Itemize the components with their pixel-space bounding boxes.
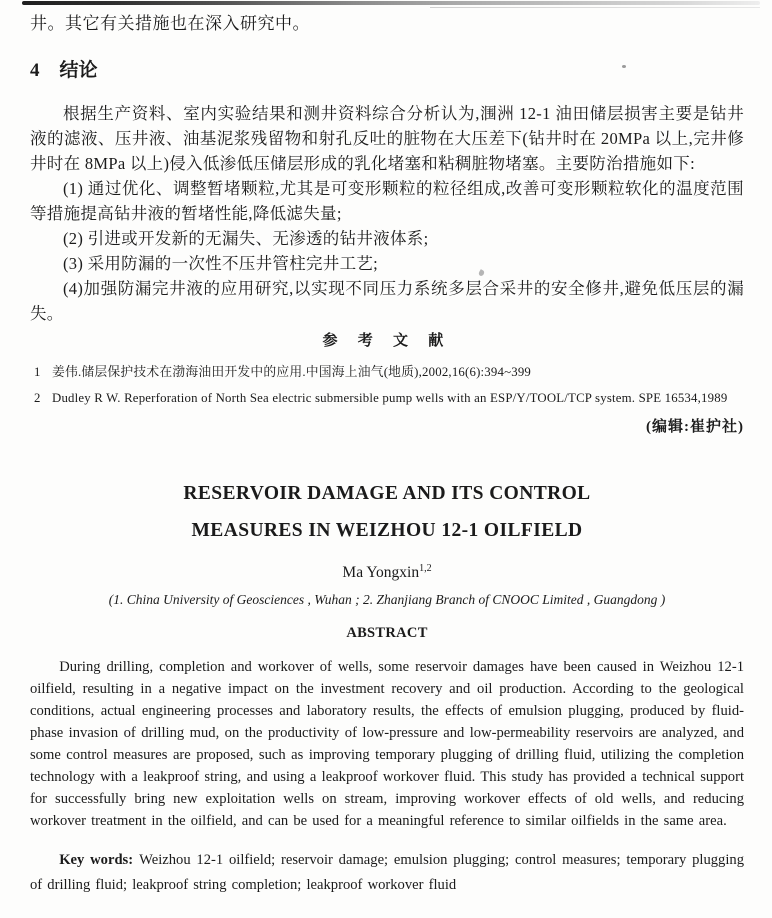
references-heading: 参 考 文 献 [322, 333, 452, 349]
reference-item [30, 359, 744, 385]
english-paper-title [30, 475, 744, 549]
reference-number: 1 [34, 365, 41, 379]
measure-item-1: (1) 通过优化、调整暂堵颗粒,尤其是可变形颗粒的粒径组成,改善可变形颗粒软化的温度范围等措施提高钻井液的暂堵性能,降低滤失量; [30, 179, 744, 223]
affiliation: (1. China University of Geosciences , Wuhan ; 2. Zhanjiang Branch of CNOOC Limited , Guangdong ) [108, 592, 666, 608]
author-line [30, 559, 744, 582]
reference-number: 2 [34, 391, 41, 405]
paper-title-line2: MEASURES IN WEIZHOU 12-1 OILFIELD [191, 520, 583, 541]
reference-text: Dudley R W. Reperforation of North Sea electric submersible pump wells with an ESP/Y/TOOL/TCP system. SPE 16534,1989 [52, 391, 728, 405]
keywords-paragraph [30, 848, 744, 898]
references-list [30, 359, 744, 411]
continuation-text: 井。其它有关措施也在深入研究中。 [30, 14, 310, 33]
conclusion-intro-paragraph: 根据生产资料、室内实验结果和测井资料综合分析认为,涠洲 12-1 油田储层损害主要是钻井液的滤液、压井液、油基泥浆残留物和射孔反吐的脏物在大压差下(钻井时在 20MPa 以上,完井修井时在 8MPa 以上)侵入低渗低压储层形成的乳化堵塞和粘稠脏物堵塞。主要防治措施如下: [30, 104, 744, 173]
measure-item-3: (3) 采用防漏的一次性不压井管柱完井工艺; [63, 254, 379, 273]
keywords-text: Weizhou 12-1 oilfield; reservoir damage; emulsion plugging; control measures; temporary plugging of drilling fluid; leakproof string completion; leakproof workover fluid [30, 852, 745, 894]
reference-item [30, 385, 744, 411]
section-heading [30, 59, 744, 83]
scan-artifact-top-bar [22, 1, 760, 5]
editor-note: (编辑:崔护社) [646, 419, 744, 435]
measure-item-2: (2) 引进或开发新的无漏失、无渗透的钻井液体系; [63, 229, 429, 248]
abstract-heading: ABSTRACT [346, 625, 428, 642]
keywords-label: Key words: [59, 852, 134, 869]
section-number: 4 [30, 60, 40, 81]
measure-item-4: (4)加强防漏完井液的应用研究,以实现不同压力系统多层合采井的安全修井,避免低压层的漏失。 [30, 279, 744, 323]
scan-speck [622, 65, 626, 68]
reference-text: 姜伟.储层保护技术在渤海油田开发中的应用.中国海上油气(地质),2002,16(6):394~399 [52, 365, 532, 379]
author-name: Ma Yongxin [342, 564, 420, 582]
abstract-text: During drilling, completion and workover of wells, some reservoir damages have been caused in Weizhou 12-1 oilfield, resulting in a negative impact on the investment recovery and oil production. According to the geological conditions, actual engineering processes and laboratory results, the effects of emulsion plugging, produced by fluid-phase invasion of drilling mud, on the productivity of low-pressure and low-permeability reservoirs are analyzed, and some control measures are proposed, such as improving temporary plugging of drilling fluid, utilizing the completion technology with a leakproof string, and using a leakproof workover fluid. This study has provided a technical support for successfully bring new exploitation wells on stream, improving workover effects of old wells, and reducing workover treatment in the oilfield, and can be used for a meaningful reference to similar oilfields in the same area. [30, 659, 744, 830]
scan-artifact-top-line [430, 7, 760, 8]
author-superscript: 1,2 [419, 563, 432, 574]
section-title: 结论 [59, 60, 98, 81]
paper-title-line1: RESERVOIR DAMAGE AND ITS CONTROL [183, 483, 591, 504]
